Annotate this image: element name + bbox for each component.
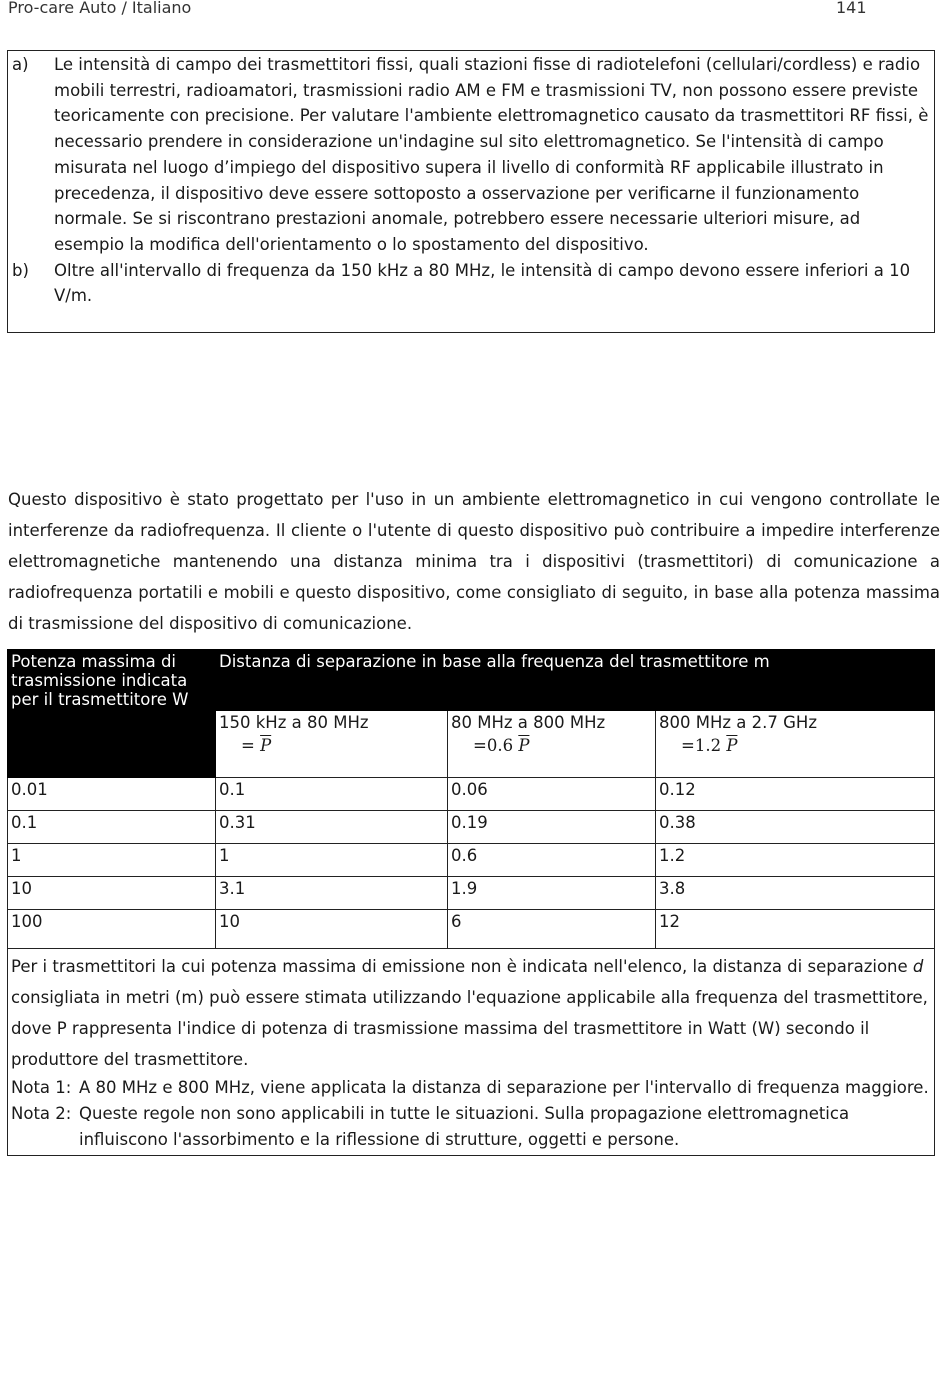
sqrt-p-symbol: $\overline{P}$: [518, 736, 530, 755]
table-cell: 0.31: [216, 811, 448, 844]
table-cell: 0.06: [448, 778, 656, 811]
sqrt-p-symbol: $\overline{P}$: [260, 736, 272, 755]
note-b-mark: b): [12, 260, 29, 280]
footnote-label: Nota 2:: [11, 1104, 72, 1123]
note-a: [8, 52, 934, 258]
formula: =0.6 $\overline{P}$: [473, 736, 530, 755]
footnote-label: Nota 1:: [11, 1078, 72, 1097]
page-number: 141: [836, 0, 867, 17]
formula: =1.2 $\overline{P}$: [681, 736, 738, 755]
footnote-1: [11, 1075, 931, 1101]
table-cell: 0.12: [656, 778, 935, 811]
table-cell: 0.19: [448, 811, 656, 844]
intro-paragraph: Questo dispositivo è stato progettato per l'uso in un ambiente elettromagnetico in cui vengono controllate le interferenze da radiofrequenza. Il cliente o l'utente di questo dispositivo può contribuire a impedire interferenze elettromagnetiche mantenendo una distanza minima tra i dispositivi (trasmettitori) di comunicazione a radiofrequenza portatili e mobili e questo dispositivo, come consigliato di seguito, in base alla potenza massima di trasmissione del dispositivo di comunicazione.: [8, 489, 940, 633]
table-cell: 3.1: [216, 877, 448, 910]
distance-symbol: d: [912, 957, 924, 976]
page-header: [8, 0, 950, 20]
power-column-header: Potenza massima di trasmissione indicata per il trasmettitore W: [8, 650, 216, 778]
table-row: [8, 910, 935, 949]
frequency-header-1: [216, 711, 448, 778]
footnote-text: A 80 MHz e 800 MHz, viene applicata la distanza di separazione per l'intervallo di frequenza maggiore.: [79, 1078, 929, 1097]
frequency-header-3: [656, 711, 935, 778]
note-b: [8, 258, 934, 309]
table-row: [8, 778, 935, 811]
table-cell: 0.01: [8, 778, 216, 811]
sqrt-p-symbol: $\overline{P}$: [726, 736, 738, 755]
footer-paragraph: Per i trasmettitori la cui potenza massima di emissione non è indicata nell'elenco, la distanza di separazione d consigliata in metri (m) può essere stimata utilizzando l'equazione applicabile alla frequenza del trasmettitore, dove P rappresenta l'indice di potenza di trasmissione massima del trasmettitore in Watt (W) secondo il produttore del trasmettitore.: [11, 957, 928, 1069]
table-cell: 1.2: [656, 844, 935, 877]
frequency-header-2: [448, 711, 656, 778]
frequency-range-label: 800 MHz a 2.7 GHz: [659, 713, 817, 732]
table-cell: 0.38: [656, 811, 935, 844]
note-a-text: Le intensità di campo dei trasmettitori fissi, quali stazioni fisse di radiotelefoni (cellulari/cordless) e radio mobili terrestri, radioamatori, trasmissioni radio AM e FM e trasmissioni TV, non possono essere previste teoricamente con precisione. Per valutare l'ambiente elettromagnetico causato da trasmettitori RF fissi, è necessario prendere in considerazione un'indagine sul sito elettromagnetico. Se l'intensità di campo misurata nel luogo d’impiego del dispositivo supera il livello di conformità RF applicabile illustrato in precedenza, il dispositivo deve essere sottoposto a osservazione per verificarne il funzionamento normale. Se si riscontrano prestazioni anomale, potrebbero essere necessarie ulteriori misure, ad esempio la modifica dell'orientamento o lo spostamento del dispositivo.: [54, 55, 929, 254]
frequency-range-label: 150 kHz a 80 MHz: [219, 713, 369, 732]
table-cell: 1.9: [448, 877, 656, 910]
table-cell: 100: [8, 910, 216, 949]
table-cell: 10: [216, 910, 448, 949]
table-cell: 10: [8, 877, 216, 910]
note-b-text: Oltre all'intervallo di frequenza da 150 kHz a 80 MHz, le intensità di campo devono essere inferiori a 10 V/m.: [54, 260, 911, 306]
notes-box: [7, 50, 935, 333]
table-cell: 0.1: [216, 778, 448, 811]
footnote-2: [11, 1101, 931, 1153]
table-cell: 1: [216, 844, 448, 877]
table-cell: 1: [8, 844, 216, 877]
footnote-text: Queste regole non sono applicabili in tutte le situazioni. Sulla propagazione elettromagnetica influiscono l'assorbimento e la riflessione di strutture, oggetti e persone.: [79, 1104, 850, 1149]
distance-group-header: Distanza di separazione in base alla frequenza del trasmettitore m: [216, 650, 935, 711]
table-row: [8, 844, 935, 877]
table-row: [8, 877, 935, 910]
table-row: [8, 811, 935, 844]
formula: = $\overline{P}$: [241, 736, 272, 755]
table-cell: 0.1: [8, 811, 216, 844]
table-footer-notes: [8, 949, 935, 1156]
frequency-range-label: 80 MHz a 800 MHz: [451, 713, 606, 732]
table-cell: 12: [656, 910, 935, 949]
separation-distance-table: [7, 649, 935, 1156]
table-cell: 0.6: [448, 844, 656, 877]
table-cell: 6: [448, 910, 656, 949]
note-a-mark: a): [12, 55, 29, 74]
table-cell: 3.8: [656, 877, 935, 910]
document-title: Pro-care Auto / Italiano: [8, 0, 192, 17]
